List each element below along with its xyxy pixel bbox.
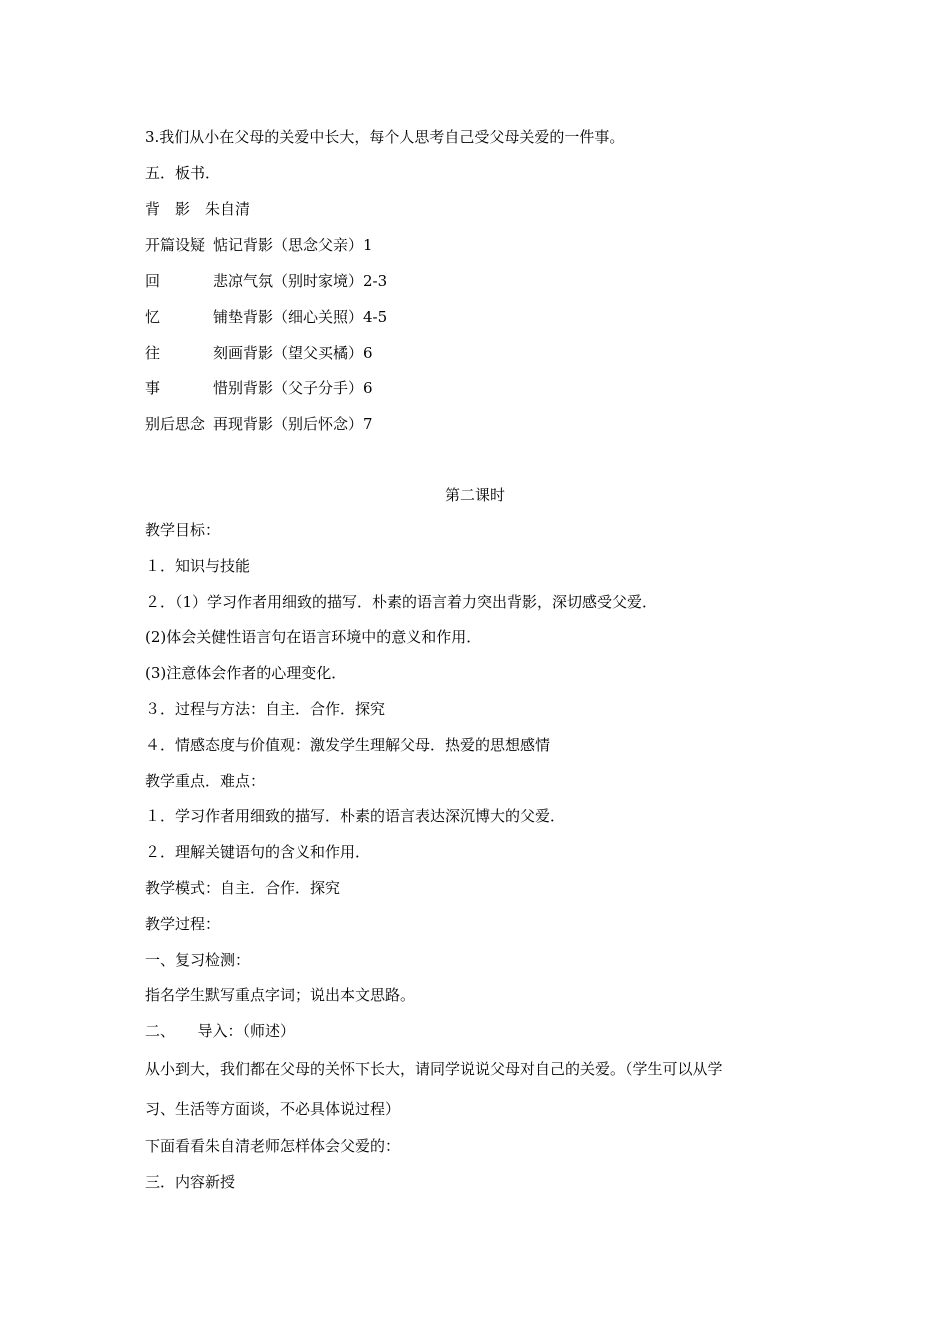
board-row-left: 往 [145,344,161,362]
board-row [145,307,387,327]
text-line: １．知识与技能 [145,557,251,575]
text-line: 下面看看朱自清老师怎样体会父爱的： [145,1137,401,1155]
text-line: ２．理解关键语句的含义和作用． [145,843,371,861]
text-line: 教学过程： [145,915,221,933]
text-line: 指名学生默写重点字词；说出本文思路。 [145,986,416,1004]
board-row-right: 悲凉气氛（别时家境）2-3 [213,272,388,290]
board-row [145,414,373,434]
text-line: 二、 导入：（师述） [145,1022,296,1040]
text-line: (3)注意体会作者的心理变化． [145,664,347,682]
text-line: 教学模式：自主．合作．探究 [145,879,341,897]
text-line: ４．情感态度与价值观：激发学生理解父母．热爱的思想感情 [145,736,551,754]
section-title: 第二课时 [444,486,505,504]
board-row [145,378,373,398]
text-line: 习、生活等方面谈，不必具体说过程） [145,1100,401,1118]
board-row [145,343,373,363]
board-row-left: 开篇设疑 [145,236,206,254]
text-line: 从小到大，我们都在父母的关怀下长大，请同学说说父母对自己的关爱。（学生可以从学 [145,1060,723,1078]
board-heading: 五．板书． [145,164,221,182]
text-line: 三．内容新授 [145,1173,236,1191]
board-row-left: 回 [145,272,161,290]
text-line: 教学目标： [145,521,221,539]
board-row-right: 铺垫背影（细心关照）4-5 [213,308,388,326]
text-line: 一、复习检测： [145,951,251,969]
board-row-right: 惦记背影（思念父亲）1 [213,236,373,254]
text-line-love-reflection: 3.我们从小在父母的关爱中长大，每个人思考自己受父母关爱的一件事。 [145,128,625,146]
board-row [145,235,373,255]
board-row-left: 别后思念 [145,415,206,433]
board-row [145,271,387,291]
board-row-right: 惜别背影（父子分手）6 [213,379,373,397]
board-row-right: 再现背影（别后怀念）7 [213,415,373,433]
board-row-left: 事 [145,379,161,397]
board-row-left: 忆 [145,308,161,326]
board-title: 背 影 朱自清 [145,200,251,218]
text-line: １．学习作者用细致的描写．朴素的语言表达深沉博大的父爱． [145,807,566,825]
text-line: ３．过程与方法：自主．合作．探究 [145,700,386,718]
board-row-right: 刻画背影（望父买橘）6 [213,344,373,362]
text-line: (2)体会关健性语言句在语言环境中的意义和作用． [145,628,482,646]
text-line: 教学重点．难点： [145,772,266,790]
text-line: ２．（1）学习作者用细致的描写．朴素的语言着力突出背影，深切感受父爱． [145,593,658,611]
